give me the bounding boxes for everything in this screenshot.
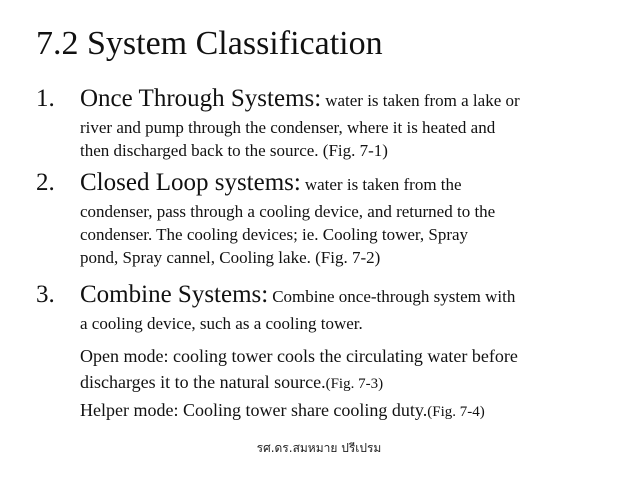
list-item-closed-loop [36, 168, 606, 269]
item-number: 2. [36, 169, 55, 196]
open-mode-line-1: Open mode: cooling tower cools the circulating water before [80, 346, 518, 366]
item-text-line: then discharged back to the source. (Fig. 7-1) [80, 141, 388, 160]
item-heading-line [80, 84, 606, 116]
item-heading: Closed Loop systems: [80, 169, 301, 196]
item-number: 3. [36, 281, 55, 308]
open-mode-fig-ref: (Fig. 7-3) [325, 376, 384, 392]
slide-title: 7.2 System Classification [36, 25, 383, 62]
item-text-line: pond, Spray cannel, Cooling lake. (Fig. 7-2) [80, 248, 381, 267]
open-mode-line-2 [80, 370, 383, 396]
item-text-line: river and pump through the condenser, where it is heated and [80, 118, 496, 137]
item-lead-text: water is taken from the [304, 175, 462, 194]
item-lead-text: Combine once-through system with [272, 287, 516, 306]
list-item-once-through [36, 84, 606, 162]
item-text-line: condenser. The cooling devices; ie. Cooling tower, Spray [80, 225, 469, 244]
item-text-line: condenser, pass through a cooling device, and returned to the [80, 202, 496, 221]
helper-mode-fig-ref: (Fig. 7-4) [427, 404, 485, 420]
helper-mode-text: Helper mode: Cooling tower share cooling duty. [80, 400, 428, 420]
item-text-line: a cooling device, such as a cooling tower. [80, 314, 363, 333]
item-lead-text: water is taken from a lake or [325, 91, 520, 110]
list-item-combine [36, 280, 606, 335]
item-number: 1. [36, 85, 55, 112]
item-heading-line [80, 280, 606, 312]
item-heading: Combine Systems: [80, 281, 269, 308]
item-heading: Once Through Systems: [80, 85, 322, 112]
open-mode-text: discharges it to the natural source. [80, 372, 326, 392]
footer-author: รศ.ดร.สมหมาย ปรีเปรม [256, 441, 382, 455]
helper-mode-line [80, 398, 485, 424]
item-heading-line [80, 168, 606, 200]
